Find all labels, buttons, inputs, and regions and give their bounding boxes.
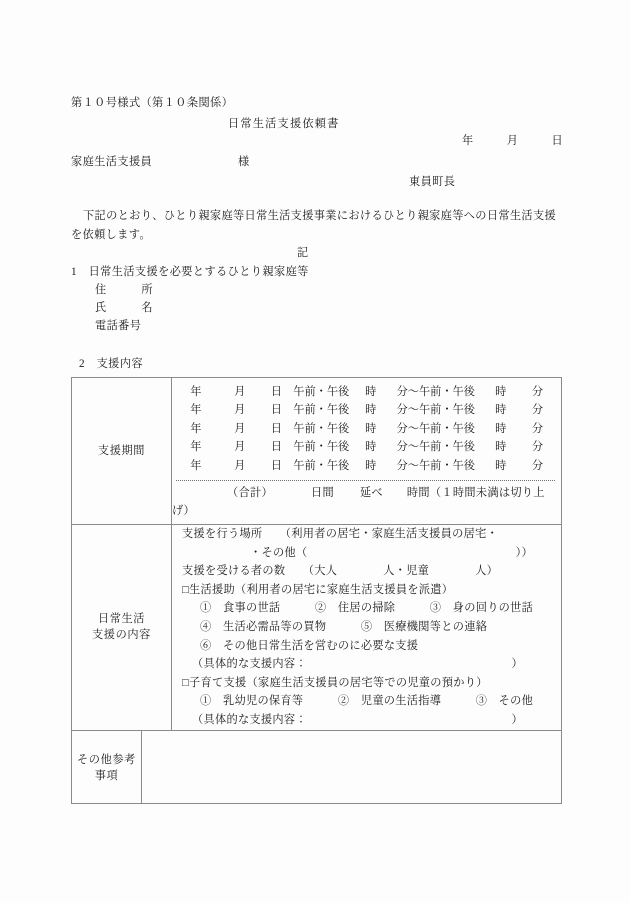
period-row[interactable] [172,457,561,475]
period-minute-end: 分 [531,441,544,454]
life-detail-line[interactable] [172,655,561,674]
period-row[interactable] [172,401,561,419]
summary-days-unit: 日間 [310,487,334,500]
item2-heading: 2 支援内容 [79,358,143,370]
addressee-label: 家庭生活支援員 [71,156,153,168]
issuer-name: 東員町長 [409,176,456,188]
recipients-value: （大人 人・児童 人） [308,565,499,578]
period-year: 年 [190,459,202,472]
period-minute-ampm-end: 分〜午前・午後 [396,459,475,472]
support-details-table [71,377,562,804]
place-other-close: ）） [515,546,533,559]
content-label [72,525,172,731]
period-minute-end: 分 [531,404,544,417]
period-body [172,378,562,525]
childcare-detail-label: （具体的な支援内容： [192,713,307,726]
date-line: 年 月 日 [462,135,563,147]
period-hour-end: 時 [495,459,507,472]
period-ampm-start: 午前・午後 [293,441,350,454]
period-day: 日 [270,386,282,398]
childcare-detail-line[interactable] [172,711,561,730]
period-month: 月 [234,404,246,417]
period-hour-end: 時 [495,441,507,454]
place-options: （利用者の居宅・家庭生活支援員の居宅・ [285,528,499,541]
period-year: 年 [190,404,202,417]
period-minute-ampm-end: 分〜午前・午後 [396,386,475,398]
period-month: 月 [234,422,246,435]
period-minute-ampm-end: 分〜午前・午後 [396,441,475,454]
period-ampm-start: 午前・午後 [293,459,350,472]
place-label: 支援を行う場所 [182,528,263,541]
period-hour-end: 時 [495,404,507,417]
period-hour-start: 時 [365,386,377,398]
recipients-label: 支援を受ける者の数 [182,565,286,578]
period-month: 月 [234,386,246,398]
content-label-text: 日常生活 支援の内容 [92,613,151,642]
summary-hours-unit: 時間 [406,487,430,500]
period-ampm-start: 午前・午後 [293,386,350,398]
period-hour-start: 時 [365,404,377,417]
form-number: 第１０号様式（第１０条関係） [71,97,234,109]
period-year: 年 [190,441,202,454]
period-row[interactable] [172,420,561,438]
recipients-line [172,562,561,581]
summary-total-label: （合計） [227,487,273,500]
life-detail-label: （具体的な支援内容： [192,658,307,671]
childcare-detail-close: ） [511,713,523,726]
checkbox-childcare-support[interactable]: □子育て支援（家庭生活支援員の居宅等での児童の預かり） [182,676,488,689]
period-day: 日 [270,422,282,435]
life-items-row-3[interactable]: ⑥ その他日常生活を営むのに必要な支援 [200,639,419,652]
field-address: 住 所 [95,284,153,296]
period-row[interactable] [172,383,561,401]
period-label: 支援期間 [72,378,172,525]
honorific-label: 様 [238,156,250,168]
period-year: 年 [190,422,202,435]
remarks-input-area[interactable] [142,730,562,803]
life-items-row-1[interactable]: ① 食事の世話 ② 住居の掃除 ③ 身の回りの世話 [200,602,534,615]
field-phone: 電話番号 [95,320,142,332]
field-name: 氏 名 [95,302,153,314]
summary-note: （１時間未満は切り上げ） [172,487,545,518]
checkbox-life-assistance[interactable]: □生活援助（利用者の居宅に家庭生活支援員を派遣） [182,583,454,596]
period-minute-end: 分 [531,459,544,472]
period-row-list [172,378,561,478]
period-summary [172,481,561,524]
period-month: 月 [234,441,246,454]
table-row-period [72,378,562,525]
document-title: 日常生活支援依頼書 [228,118,340,130]
ki-mark: 記 [297,247,309,259]
place-other-line [172,544,561,563]
period-day: 日 [270,459,282,472]
table-row-remarks [72,730,562,803]
summary-cumulative-label: 延べ [359,487,383,500]
period-ampm-start: 午前・午後 [293,422,350,435]
period-minute-end: 分 [531,386,544,398]
period-hour-start: 時 [365,422,377,435]
content-body [172,525,562,731]
period-hour-end: 時 [495,422,507,435]
life-items-row-2[interactable]: ④ 生活必需品等の買物 ⑤ 医療機関等との連絡 [200,621,488,633]
period-hour-end: 時 [495,386,507,398]
period-hour-start: 時 [365,441,377,454]
period-minute-ampm-end: 分〜午前・午後 [396,404,475,417]
remarks-label: その他参考事項 [72,730,142,803]
period-day: 日 [270,404,282,417]
intro-paragraph: 下記のとおり、ひとり親家庭等日常生活支援事業におけるひとり親家庭等への日常生活支援を依頼します。 [71,210,557,241]
period-hour-start: 時 [365,459,377,472]
table-row-content [72,525,562,731]
item1-heading: 1 日常生活支援を必要とするひとり親家庭等 [71,266,309,278]
period-year: 年 [190,386,202,398]
place-other-label: ・その他（ [250,546,308,559]
childcare-items-row[interactable]: ① 乳幼児の保育等 ② 児童の生活指導 ③ その他 [200,695,534,708]
period-row[interactable] [172,438,561,456]
period-ampm-start: 午前・午後 [293,404,350,417]
period-minute-ampm-end: 分〜午前・午後 [396,422,475,435]
period-month: 月 [234,459,246,472]
life-detail-close: ） [511,658,523,671]
period-day: 日 [270,441,282,454]
place-line [172,525,561,544]
period-minute-end: 分 [531,422,544,435]
